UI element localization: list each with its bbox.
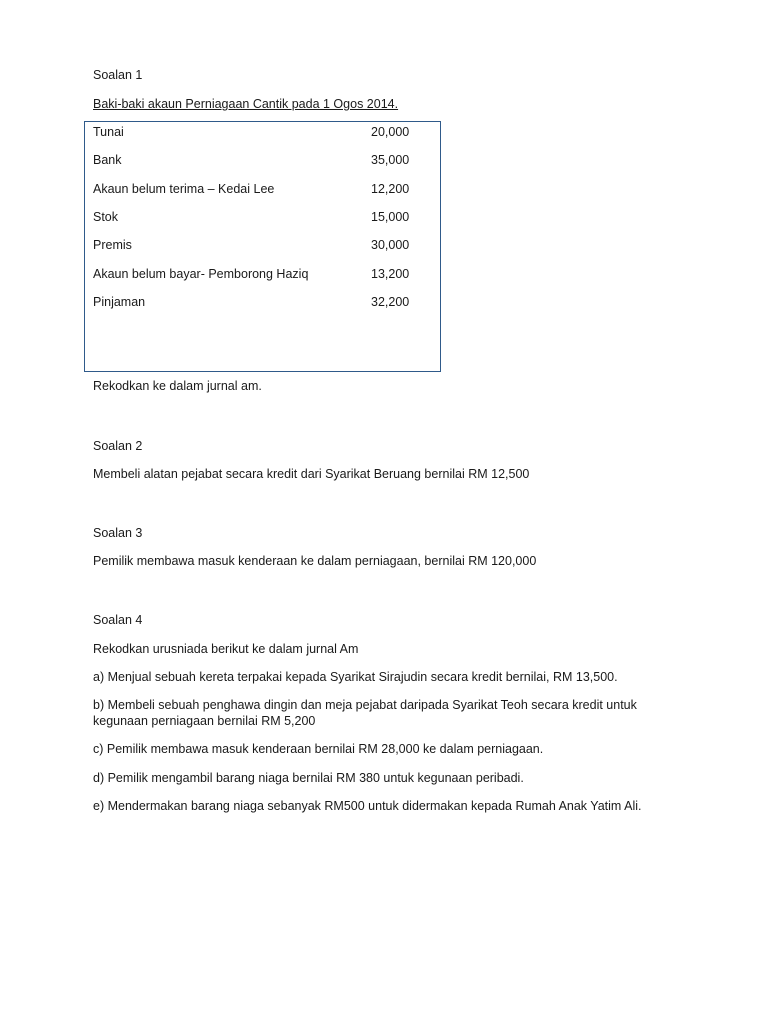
q4-item-b-line2: kegunaan perniagaan bernilai RM 5,200 bbox=[93, 714, 316, 728]
q4-item-d: d) Pemilik mengambil barang niaga bernilai RM 380 untuk kegunaan peribadi. bbox=[93, 771, 524, 785]
balance-value: 35,000 bbox=[371, 153, 410, 167]
q1-instruction: Rekodkan ke dalam jurnal am. bbox=[93, 379, 262, 393]
q1-heading: Soalan 1 bbox=[93, 68, 143, 82]
q4-item-b-line1: b) Membeli sebuah penghawa dingin dan meja pejabat daripada Syarikat Teoh secara kredit untuk bbox=[93, 698, 637, 712]
balance-value: 32,200 bbox=[371, 295, 410, 309]
q2-heading: Soalan 2 bbox=[93, 439, 143, 453]
balance-label: Stok bbox=[93, 210, 119, 224]
q1-title: Baki-baki akaun Perniagaan Cantik pada 1 Ogos 2014. bbox=[93, 97, 399, 111]
balance-value: 15,000 bbox=[371, 210, 410, 224]
balance-value: 30,000 bbox=[371, 238, 410, 252]
balance-label: Pinjaman bbox=[93, 295, 146, 309]
q3-text: Pemilik membawa masuk kenderaan ke dalam perniagaan, bernilai RM 120,000 bbox=[93, 554, 537, 568]
q3-heading: Soalan 3 bbox=[93, 526, 143, 540]
balance-label: Akaun belum bayar- Pemborong Haziq bbox=[93, 267, 309, 281]
q4-item-a: a) Menjual sebuah kereta terpakai kepada Syarikat Sirajudin secara kredit bernilai, RM 13,500. bbox=[93, 670, 618, 684]
balance-value: 20,000 bbox=[371, 125, 410, 139]
balance-label: Bank bbox=[93, 153, 122, 167]
q4-intro: Rekodkan urusniada berikut ke dalam jurnal Am bbox=[93, 642, 359, 656]
q4-heading: Soalan 4 bbox=[93, 613, 143, 627]
balance-value: 13,200 bbox=[371, 267, 410, 281]
q4-item-c: c) Pemilik membawa masuk kenderaan bernilai RM 28,000 ke dalam perniagaan. bbox=[93, 742, 544, 756]
balance-label: Tunai bbox=[93, 125, 124, 139]
balance-label: Akaun belum terima – Kedai Lee bbox=[93, 182, 275, 196]
q4-item-e: e) Mendermakan barang niaga sebanyak RM500 untuk didermakan kepada Rumah Anak Yatim Ali. bbox=[93, 799, 642, 813]
q2-text: Membeli alatan pejabat secara kredit dari Syarikat Beruang bernilai RM 12,500 bbox=[93, 467, 530, 481]
balance-value: 12,200 bbox=[371, 182, 410, 196]
balance-label: Premis bbox=[93, 238, 132, 252]
